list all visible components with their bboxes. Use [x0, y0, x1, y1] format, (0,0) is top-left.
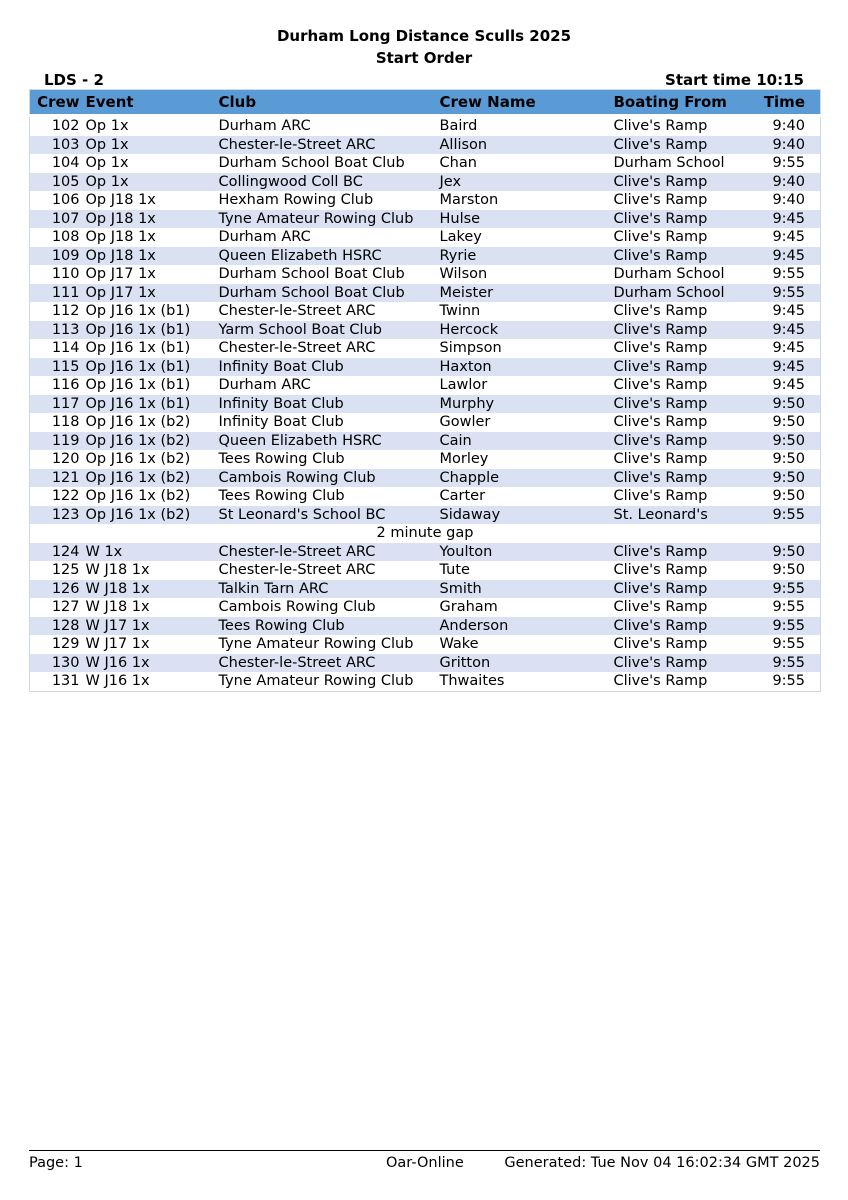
cell-event: Op J16 1x (b1): [86, 321, 219, 340]
cell-crew-name: Morley: [440, 450, 614, 469]
cell-event: W J17 1x: [86, 617, 219, 636]
table-row: [30, 228, 821, 247]
cell-crew: 103: [30, 136, 86, 155]
cell-club: Durham ARC: [219, 228, 440, 247]
cell-club: Cambois Rowing Club: [219, 469, 440, 488]
cell-crew: 113: [30, 321, 86, 340]
table-row: [30, 376, 821, 395]
cell-crew-name: Gritton: [440, 654, 614, 673]
cell-crew-name: Tute: [440, 561, 614, 580]
table-header-row: [30, 90, 821, 116]
cell-boating-from: Clive's Ramp: [614, 469, 751, 488]
cell-club: Tyne Amateur Rowing Club: [219, 635, 440, 654]
table-row: [30, 635, 821, 654]
table-row: [30, 580, 821, 599]
cell-club: Hexham Rowing Club: [219, 191, 440, 210]
cell-boating-from: Clive's Ramp: [614, 450, 751, 469]
table-row: [30, 210, 821, 229]
cell-crew: 122: [30, 487, 86, 506]
cell-time: 9:50: [751, 395, 821, 414]
cell-event: W J18 1x: [86, 561, 219, 580]
cell-crew: 128: [30, 617, 86, 636]
cell-time: 9:45: [751, 321, 821, 340]
document-subtitle: Start Order: [375, 49, 473, 67]
cell-event: Op J16 1x (b2): [86, 413, 219, 432]
cell-crew: 121: [30, 469, 86, 488]
cell-crew-name: Marston: [440, 191, 614, 210]
table-row: [30, 672, 821, 691]
cell-event: W J18 1x: [86, 580, 219, 599]
column-header-crew-name: Crew Name: [440, 90, 614, 116]
cell-club: Collingwood Coll BC: [219, 173, 440, 192]
cell-crew: 104: [30, 154, 86, 173]
cell-time: 9:55: [751, 598, 821, 617]
cell-club: Yarm School Boat Club: [219, 321, 440, 340]
cell-crew-name: Haxton: [440, 358, 614, 377]
cell-crew: 102: [30, 116, 86, 136]
cell-time: 9:45: [751, 302, 821, 321]
cell-crew-name: Allison: [440, 136, 614, 155]
generated-timestamp: Generated: Tue Nov 04 16:02:34 GMT 2025: [504, 1155, 820, 1171]
cell-crew: 123: [30, 506, 86, 525]
cell-time: 9:55: [751, 672, 821, 691]
cell-crew: 116: [30, 376, 86, 395]
table-row: [30, 450, 821, 469]
cell-time: 9:55: [751, 265, 821, 284]
table-row: [30, 136, 821, 155]
cell-club: Tyne Amateur Rowing Club: [219, 672, 440, 691]
cell-crew-name: Youlton: [440, 543, 614, 562]
cell-time: 9:55: [751, 284, 821, 303]
cell-crew: 124: [30, 543, 86, 562]
cell-boating-from: Clive's Ramp: [614, 617, 751, 636]
cell-crew: 129: [30, 635, 86, 654]
cell-time: 9:45: [751, 247, 821, 266]
cell-event: Op 1x: [86, 154, 219, 173]
table-row: [30, 191, 821, 210]
cell-crew-name: Meister: [440, 284, 614, 303]
cell-club: Chester-le-Street ARC: [219, 136, 440, 155]
cell-club: Infinity Boat Club: [219, 413, 440, 432]
cell-crew: 114: [30, 339, 86, 358]
cell-club: Tees Rowing Club: [219, 450, 440, 469]
cell-club: Chester-le-Street ARC: [219, 339, 440, 358]
cell-club: St Leonard's School BC: [219, 506, 440, 525]
cell-crew: 105: [30, 173, 86, 192]
cell-event: Op J18 1x: [86, 247, 219, 266]
cell-time: 9:45: [751, 210, 821, 229]
cell-event: Op J16 1x (b2): [86, 487, 219, 506]
cell-time: 9:55: [751, 580, 821, 599]
cell-club: Talkin Tarn ARC: [219, 580, 440, 599]
cell-event: W J16 1x: [86, 672, 219, 691]
column-header-club: Club: [219, 90, 440, 116]
cell-boating-from: Clive's Ramp: [614, 672, 751, 691]
cell-event: W 1x: [86, 543, 219, 562]
cell-boating-from: Clive's Ramp: [614, 339, 751, 358]
cell-crew-name: Wake: [440, 635, 614, 654]
cell-event: Op J18 1x: [86, 210, 219, 229]
cell-crew-name: Wilson: [440, 265, 614, 284]
cell-crew-name: Thwaites: [440, 672, 614, 691]
cell-event: Op J16 1x (b1): [86, 302, 219, 321]
cell-event: Op J16 1x (b2): [86, 469, 219, 488]
cell-boating-from: Clive's Ramp: [614, 191, 751, 210]
table-row: [30, 654, 821, 673]
cell-club: Durham School Boat Club: [219, 284, 440, 303]
cell-boating-from: Clive's Ramp: [614, 432, 751, 451]
cell-event: Op J16 1x (b2): [86, 506, 219, 525]
start-order-table: [29, 89, 821, 692]
division-label: LDS - 2: [44, 71, 104, 89]
cell-club: Tees Rowing Club: [219, 617, 440, 636]
division-header: [44, 71, 804, 89]
cell-club: Tees Rowing Club: [219, 487, 440, 506]
table-row: [30, 506, 821, 525]
cell-crew: 125: [30, 561, 86, 580]
cell-boating-from: Clive's Ramp: [614, 395, 751, 414]
table-row: [30, 116, 821, 136]
cell-crew-name: Twinn: [440, 302, 614, 321]
cell-club: Durham ARC: [219, 376, 440, 395]
cell-crew-name: Jex: [440, 173, 614, 192]
cell-event: W J17 1x: [86, 635, 219, 654]
cell-crew: 106: [30, 191, 86, 210]
cell-event: Op J16 1x (b1): [86, 376, 219, 395]
cell-boating-from: Clive's Ramp: [614, 487, 751, 506]
cell-crew: 110: [30, 265, 86, 284]
cell-club: Chester-le-Street ARC: [219, 654, 440, 673]
page-number: Page: 1: [29, 1155, 83, 1171]
cell-club: Tyne Amateur Rowing Club: [219, 210, 440, 229]
cell-time: 9:45: [751, 339, 821, 358]
column-header-crew: Crew: [30, 90, 86, 116]
cell-time: 9:40: [751, 136, 821, 155]
cell-boating-from: Clive's Ramp: [614, 302, 751, 321]
table-row: [30, 339, 821, 358]
cell-time: 9:50: [751, 413, 821, 432]
document-title: Durham Long Distance Sculls 2025: [276, 27, 572, 45]
cell-crew-name: Chapple: [440, 469, 614, 488]
cell-crew: 109: [30, 247, 86, 266]
table-row: [30, 413, 821, 432]
cell-event: Op 1x: [86, 116, 219, 136]
cell-time: 9:50: [751, 561, 821, 580]
cell-crew-name: Carter: [440, 487, 614, 506]
cell-crew: 107: [30, 210, 86, 229]
cell-boating-from: Clive's Ramp: [614, 321, 751, 340]
cell-crew-name: Hulse: [440, 210, 614, 229]
cell-club: Queen Elizabeth HSRC: [219, 432, 440, 451]
cell-club: Queen Elizabeth HSRC: [219, 247, 440, 266]
table-row: [30, 487, 821, 506]
column-header-boating-from: Boating From: [614, 90, 751, 116]
cell-event: Op 1x: [86, 173, 219, 192]
cell-boating-from: Clive's Ramp: [614, 580, 751, 599]
cell-time: 9:50: [751, 432, 821, 451]
cell-event: Op J16 1x (b1): [86, 358, 219, 377]
cell-event: Op J16 1x (b2): [86, 432, 219, 451]
cell-event: W J16 1x: [86, 654, 219, 673]
cell-time: 9:40: [751, 191, 821, 210]
cell-crew-name: Lawlor: [440, 376, 614, 395]
cell-time: 9:45: [751, 376, 821, 395]
cell-crew: 127: [30, 598, 86, 617]
cell-boating-from: Clive's Ramp: [614, 543, 751, 562]
cell-crew-name: Murphy: [440, 395, 614, 414]
cell-time: 9:50: [751, 469, 821, 488]
cell-boating-from: Clive's Ramp: [614, 654, 751, 673]
cell-club: Infinity Boat Club: [219, 395, 440, 414]
cell-time: 9:55: [751, 635, 821, 654]
cell-crew: 112: [30, 302, 86, 321]
table-row: [30, 173, 821, 192]
cell-event: Op J18 1x: [86, 191, 219, 210]
cell-time: 9:55: [751, 654, 821, 673]
brand-label: Oar-Online: [386, 1155, 464, 1171]
cell-crew: 111: [30, 284, 86, 303]
table-row: [30, 432, 821, 451]
table-row: [30, 561, 821, 580]
cell-boating-from: St. Leonard's: [614, 506, 751, 525]
cell-event: Op J17 1x: [86, 265, 219, 284]
cell-time: 9:40: [751, 173, 821, 192]
cell-crew: 117: [30, 395, 86, 414]
column-header-event: Event: [86, 90, 219, 116]
cell-boating-from: Clive's Ramp: [614, 635, 751, 654]
footer-divider: [29, 1150, 820, 1151]
cell-boating-from: Clive's Ramp: [614, 376, 751, 395]
cell-time: 9:50: [751, 543, 821, 562]
cell-crew-name: Cain: [440, 432, 614, 451]
cell-crew-name: Gowler: [440, 413, 614, 432]
cell-crew-name: Smith: [440, 580, 614, 599]
cell-time: 9:45: [751, 358, 821, 377]
cell-boating-from: Clive's Ramp: [614, 561, 751, 580]
cell-crew: 108: [30, 228, 86, 247]
cell-crew: 130: [30, 654, 86, 673]
table-row: [30, 358, 821, 377]
cell-event: W J18 1x: [86, 598, 219, 617]
table-row: [30, 154, 821, 173]
cell-event: Op J17 1x: [86, 284, 219, 303]
cell-time: 9:55: [751, 154, 821, 173]
cell-boating-from: Durham School: [614, 284, 751, 303]
table-row: [30, 321, 821, 340]
cell-time: 9:50: [751, 450, 821, 469]
cell-crew-name: Chan: [440, 154, 614, 173]
cell-boating-from: Clive's Ramp: [614, 228, 751, 247]
table-row: [30, 469, 821, 488]
cell-crew-name: Simpson: [440, 339, 614, 358]
column-header-time: Time: [751, 90, 821, 116]
cell-crew: 119: [30, 432, 86, 451]
table-row: [30, 617, 821, 636]
cell-time: 9:40: [751, 116, 821, 136]
table-row: [30, 247, 821, 266]
table-row: [30, 543, 821, 562]
cell-club: Durham ARC: [219, 116, 440, 136]
table-row: [30, 284, 821, 303]
cell-crew-name: Sidaway: [440, 506, 614, 525]
cell-boating-from: Clive's Ramp: [614, 116, 751, 136]
table-row: [30, 302, 821, 321]
cell-boating-from: Clive's Ramp: [614, 358, 751, 377]
cell-boating-from: Clive's Ramp: [614, 413, 751, 432]
table-row: [30, 395, 821, 414]
cell-club: Chester-le-Street ARC: [219, 302, 440, 321]
cell-crew-name: Anderson: [440, 617, 614, 636]
cell-event: Op 1x: [86, 136, 219, 155]
cell-club: Durham School Boat Club: [219, 154, 440, 173]
cell-boating-from: Clive's Ramp: [614, 598, 751, 617]
cell-crew-name: Graham: [440, 598, 614, 617]
cell-crew: 131: [30, 672, 86, 691]
cell-club: Cambois Rowing Club: [219, 598, 440, 617]
gap-row: [30, 524, 821, 543]
cell-crew-name: Ryrie: [440, 247, 614, 266]
cell-crew-name: Hercock: [440, 321, 614, 340]
cell-crew: 126: [30, 580, 86, 599]
table-row: [30, 265, 821, 284]
cell-crew-name: Lakey: [440, 228, 614, 247]
cell-crew: 118: [30, 413, 86, 432]
cell-time: 9:55: [751, 506, 821, 525]
cell-club: Chester-le-Street ARC: [219, 561, 440, 580]
cell-club: Durham School Boat Club: [219, 265, 440, 284]
cell-crew: 115: [30, 358, 86, 377]
cell-time: 9:55: [751, 617, 821, 636]
start-time-label: Start time 10:15: [665, 71, 804, 89]
cell-time: 9:50: [751, 487, 821, 506]
cell-club: Infinity Boat Club: [219, 358, 440, 377]
gap-label: 2 minute gap: [30, 524, 821, 543]
cell-crew: 120: [30, 450, 86, 469]
cell-boating-from: Durham School: [614, 154, 751, 173]
cell-crew-name: Baird: [440, 116, 614, 136]
cell-club: Chester-le-Street ARC: [219, 543, 440, 562]
cell-boating-from: Clive's Ramp: [614, 136, 751, 155]
cell-event: Op J16 1x (b1): [86, 395, 219, 414]
cell-event: Op J18 1x: [86, 228, 219, 247]
cell-time: 9:45: [751, 228, 821, 247]
cell-boating-from: Clive's Ramp: [614, 210, 751, 229]
cell-boating-from: Durham School: [614, 265, 751, 284]
cell-event: Op J16 1x (b1): [86, 339, 219, 358]
cell-boating-from: Clive's Ramp: [614, 247, 751, 266]
cell-boating-from: Clive's Ramp: [614, 173, 751, 192]
cell-event: Op J16 1x (b2): [86, 450, 219, 469]
table-row: [30, 598, 821, 617]
